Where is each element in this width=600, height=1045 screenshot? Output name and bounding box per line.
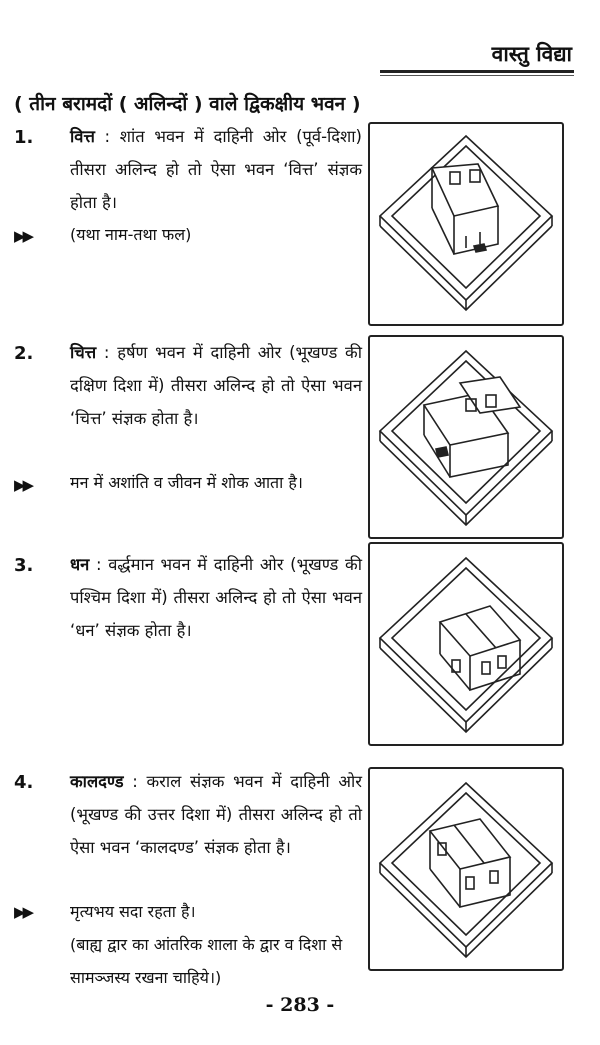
entry-1-number: 1. [14,127,34,148]
page-number: - 283 - [265,994,335,1016]
page-header-title: वास्तु विद्या [491,42,572,66]
entry-1-body: : शांत भवन में दाहिनी ओर (पूर्व-दिशा) तीसरा अलिन्द हो तो ऐसा भवन ‘वित्त’ संज्ञक होता है। [70,127,362,212]
figure-2-house-diagram [368,335,564,539]
figure-3-house-diagram [368,542,564,746]
figure-1-house-diagram [368,122,564,326]
header-rule [380,70,574,73]
double-arrow-right-icon: ▶▶ [14,227,32,245]
entry-4-text [70,765,362,864]
figure-4-house-diagram [368,767,564,971]
entry-4-body: : कराल संज्ञक भवन में दाहिनी ओर (भूखण्ड की उत्तर दिशा में) तीसरा अलिन्द हो तो ऐसा भवन ‘कालदण्ड’ संज्ञक होता है। [70,772,362,857]
entry-2-body: : हर्षण भवन में दाहिनी ओर (भूखण्ड की दक्षिण दिशा में) तीसरा अलिन्द हो तो ऐसा भवन ‘चित्त’ संज्ञक होता है। [70,343,362,428]
entry-3-term: धन [70,555,90,574]
header-rule-thin [380,75,574,76]
entry-1-term: वित्त [70,127,95,146]
entry-2-term: चित्त [70,343,97,362]
double-arrow-right-icon: ▶▶ [14,476,32,494]
section-heading: ( तीन बरामदों ( अलिन्दों ) वाले द्विकक्षीय भवन ) [14,93,361,115]
entry-1-bullet-text: (यथा नाम-तथा फल) [70,225,192,244]
entry-4-number: 4. [14,772,34,793]
entry-4-note: (बाह्य द्वार का आंतरिक शाला के द्वार व दिशा से सामञ्जस्य रखना चाहिये।) [70,935,343,987]
entry-1-text [70,120,362,219]
entry-3-text [70,548,362,647]
entry-3-number: 3. [14,555,34,576]
entry-2-bullet-text: मन में अशांति व जीवन में शोक आता है। [70,473,303,492]
entry-3-body: : वर्द्धमान भवन में दाहिनी ओर (भूखण्ड की पश्चिम दिशा में) तीसरा अलिन्द हो तो ऐसा भवन ‘धन’ संज्ञक होता है। [70,555,362,640]
entry-4-bullet-text: मृत्यभय सदा रहता है। [70,902,196,921]
entry-4-term: कालदण्ड [70,772,124,791]
double-arrow-right-icon: ▶▶ [14,903,32,921]
entry-2-number: 2. [14,343,34,364]
entry-2-text [70,336,362,435]
